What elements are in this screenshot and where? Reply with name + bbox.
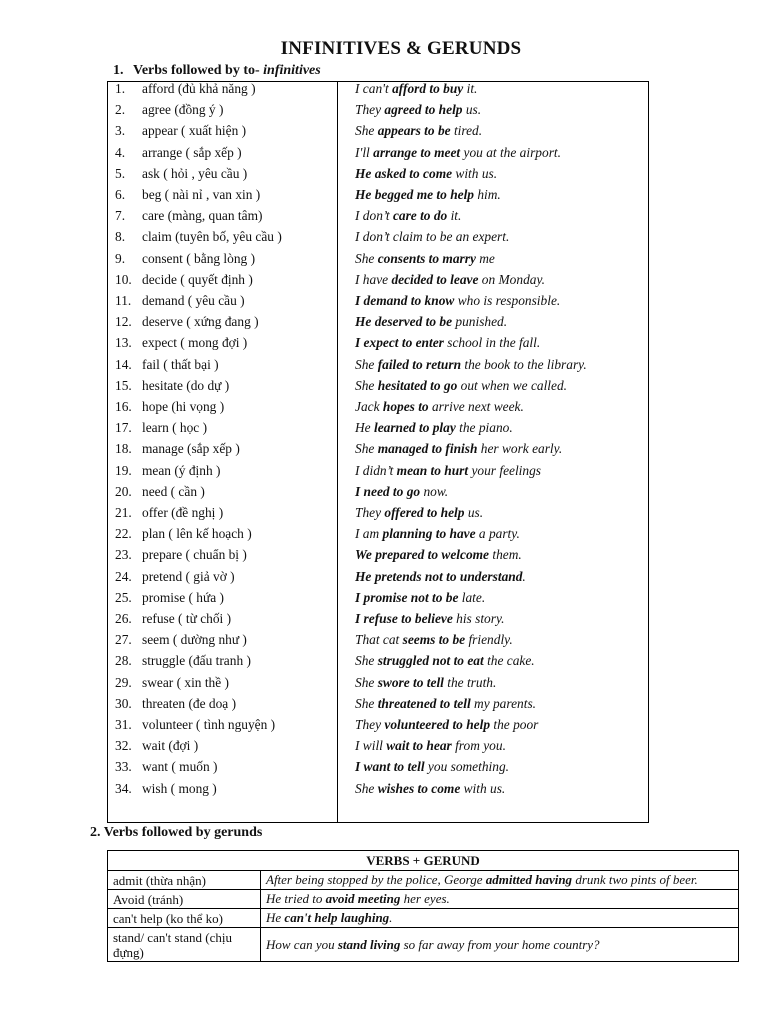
example-emphasis: failed to return	[377, 356, 462, 372]
example-emphasis: seems to be	[402, 632, 466, 648]
example-text: the cake.	[483, 653, 535, 669]
verb-example	[355, 462, 541, 480]
verb-word: want ( muốn )	[142, 759, 218, 775]
verb-example	[355, 398, 524, 416]
verb-example	[355, 165, 497, 183]
verb-example	[355, 419, 513, 437]
verb-example	[355, 631, 513, 649]
example-text: us.	[462, 102, 482, 118]
verb-word: learn ( học )	[142, 420, 208, 436]
example-text: with us.	[452, 165, 498, 181]
verb-example	[355, 271, 545, 289]
verb-word: struggle (đấu tranh )	[142, 653, 251, 669]
verb-number: 27.	[115, 632, 132, 648]
verb-word: refuse ( từ chối )	[142, 611, 232, 626]
verb-example	[355, 780, 505, 798]
example-text: you at the airport.	[460, 144, 561, 160]
example-text: She	[355, 674, 378, 690]
gerund-example	[261, 928, 739, 962]
verb-example	[355, 546, 522, 564]
verb-example	[355, 356, 587, 374]
verb-row	[0, 589, 768, 610]
example-text: it.	[463, 81, 478, 96]
verb-word: demand ( yêu cầu )	[142, 293, 245, 308]
verb-word: seem ( dường như )	[142, 632, 247, 648]
verb-example	[355, 525, 520, 543]
verb-word: deserve ( xứng đang )	[142, 314, 259, 330]
verb-number: 3.	[115, 123, 126, 139]
verb-example	[355, 483, 448, 501]
example-text: I will	[355, 738, 387, 754]
example-text: school in the fall.	[443, 335, 541, 351]
example-emphasis: I want to tell	[355, 759, 425, 775]
verb-word: fail ( thất bại )	[142, 356, 219, 372]
example-text: I can't	[355, 81, 393, 96]
gerund-table-header: VERBS + GERUND	[108, 851, 739, 871]
verb-example	[355, 652, 535, 670]
verb-number: 26.	[115, 611, 132, 626]
verb-row	[0, 165, 768, 186]
verb-number: 22.	[115, 526, 132, 542]
example-text: He tried to	[266, 891, 326, 906]
example-text: the poor	[490, 717, 539, 732]
example-text: friendly.	[465, 632, 513, 648]
verb-number: 23.	[115, 547, 132, 563]
gerund-row	[108, 890, 739, 909]
example-emphasis: We prepared to welcome	[355, 547, 489, 563]
example-text: Jack	[355, 399, 383, 414]
example-emphasis: managed to finish	[377, 441, 478, 457]
verb-number: 25.	[115, 589, 132, 605]
verb-example	[355, 674, 496, 692]
example-emphasis: I refuse to believe	[355, 611, 453, 626]
verb-row	[0, 186, 768, 207]
verb-row	[0, 652, 768, 673]
example-text: I have	[355, 271, 392, 287]
example-emphasis: He pretends not to understand	[355, 568, 523, 584]
example-text: us.	[464, 505, 484, 520]
verb-word: ask ( hỏi , yêu cầu )	[142, 165, 248, 181]
verb-number: 34.	[115, 780, 132, 796]
verb-row	[0, 292, 768, 313]
verb-number: 21.	[115, 505, 132, 520]
verb-row	[0, 144, 768, 165]
verb-number: 6.	[115, 187, 126, 202]
gerund-table-body	[108, 871, 739, 962]
example-text: out when we called.	[457, 377, 568, 393]
example-text: I'll	[355, 144, 374, 160]
gerund-verb: admit (thừa nhận)	[108, 871, 261, 890]
verb-number: 7.	[115, 208, 126, 224]
example-emphasis: I demand to know	[355, 293, 455, 308]
verb-number: 16.	[115, 399, 132, 414]
example-text: He	[355, 420, 374, 436]
example-emphasis: hesitated to go	[377, 377, 458, 393]
verb-row	[0, 334, 768, 355]
verb-example	[355, 250, 495, 268]
verb-example	[355, 313, 507, 331]
example-emphasis: can't help laughing	[284, 910, 390, 925]
verb-word: hope (hi vọng )	[142, 399, 225, 414]
example-emphasis: I promise not to be	[355, 589, 459, 605]
page-title: INFINITIVES & GERUNDS	[280, 38, 522, 59]
gerund-verb: stand/ can't stand (chịu đựng)	[108, 928, 261, 962]
verb-row	[0, 440, 768, 461]
example-text: .	[522, 568, 526, 584]
example-emphasis: consents to marry	[377, 250, 476, 266]
verb-word: mean (ý định )	[142, 462, 221, 478]
example-text: I didn’t	[355, 462, 397, 478]
example-text: you something.	[424, 759, 510, 775]
verb-word: beg ( nài nỉ , van xin )	[142, 187, 261, 202]
verb-row	[0, 674, 768, 695]
example-text: from you.	[451, 738, 506, 754]
verb-number: 19.	[115, 462, 132, 478]
example-text: She	[355, 441, 378, 457]
example-text: so far away from your home country?	[400, 936, 600, 952]
example-emphasis: He begged me to help	[355, 187, 474, 202]
verb-example	[355, 122, 482, 140]
example-emphasis: wait to hear	[386, 738, 452, 754]
gerund-table	[107, 850, 739, 962]
example-text: .	[389, 910, 393, 925]
example-text: late.	[458, 589, 486, 605]
verb-word: appear ( xuất hiện )	[142, 123, 247, 139]
verb-number: 31.	[115, 717, 132, 732]
verb-number: 20.	[115, 483, 132, 499]
verb-row	[0, 695, 768, 716]
gerund-example	[261, 890, 739, 909]
example-emphasis: He deserved to be	[355, 314, 453, 330]
verb-row	[0, 271, 768, 292]
example-text: his story.	[452, 611, 505, 626]
example-text: After being stopped by the police, George	[266, 872, 486, 887]
example-text: She	[355, 780, 378, 796]
verb-row	[0, 398, 768, 419]
verb-number: 11.	[115, 293, 132, 308]
verb-number: 30.	[115, 695, 132, 711]
example-emphasis: He asked to come	[355, 165, 453, 181]
verb-row	[0, 780, 768, 801]
verb-number: 15.	[115, 377, 132, 393]
verb-word: volunteer ( tình nguyện )	[142, 717, 276, 732]
example-text: him.	[474, 187, 501, 202]
verb-word: consent ( bằng lòng )	[142, 250, 256, 266]
verb-row	[0, 546, 768, 567]
verb-row	[0, 228, 768, 249]
example-text: She	[355, 653, 378, 669]
verb-number: 1.	[115, 81, 126, 96]
example-emphasis: stand living	[337, 936, 401, 952]
verb-number: 28.	[115, 653, 132, 669]
example-emphasis: volunteered to help	[384, 717, 491, 732]
verb-row	[0, 716, 768, 737]
verb-number: 13.	[115, 335, 132, 351]
example-text: She	[355, 356, 378, 372]
verb-number: 18.	[115, 441, 132, 457]
verb-example	[355, 101, 481, 119]
verb-row	[0, 631, 768, 652]
verb-example	[355, 377, 567, 395]
verb-example	[355, 186, 501, 204]
verb-word: plan ( lên kế hoạch )	[142, 526, 252, 542]
example-text: She	[355, 695, 378, 711]
verb-number: 2.	[115, 102, 126, 118]
verb-example	[355, 737, 506, 755]
verb-example	[355, 228, 509, 246]
verb-row	[0, 483, 768, 504]
example-text: on Monday.	[478, 271, 546, 287]
section-2-heading: 2. Verbs followed by gerunds	[90, 825, 263, 840]
example-emphasis: I need to go	[355, 483, 421, 499]
example-emphasis: offered to help	[384, 505, 465, 520]
verb-word: agree (đồng ý )	[142, 102, 224, 118]
example-text: punished.	[452, 314, 508, 330]
verb-example	[355, 440, 562, 458]
example-text: That cat	[355, 632, 403, 648]
example-emphasis: afford to buy	[392, 81, 464, 96]
verb-number: 33.	[115, 759, 132, 775]
section-1-heading-text: Verbs followed by to-	[133, 63, 264, 78]
example-text: with us.	[460, 780, 506, 796]
section-1-number: 1.	[113, 63, 124, 78]
verb-row	[0, 462, 768, 483]
verb-row	[0, 504, 768, 525]
gerund-example	[261, 909, 739, 928]
verb-row	[0, 568, 768, 589]
example-text: my parents.	[470, 695, 537, 711]
verb-word: arrange ( sắp xếp )	[142, 144, 242, 160]
example-emphasis: care to do	[392, 208, 448, 224]
verb-word: offer (đề nghị )	[142, 505, 224, 520]
verb-number: 24.	[115, 568, 132, 584]
example-text: her work early.	[477, 441, 563, 457]
example-emphasis: struggled not to eat	[377, 653, 484, 669]
example-emphasis: planning to have	[382, 526, 476, 542]
example-text: How can you	[266, 936, 338, 952]
verb-row	[0, 737, 768, 758]
verb-number: 8.	[115, 229, 126, 245]
verb-example	[355, 144, 561, 162]
example-text: She	[355, 377, 378, 393]
example-emphasis: swore to tell	[377, 674, 444, 690]
example-text: I don’t	[355, 208, 393, 224]
example-text: They	[355, 505, 385, 520]
verb-row	[0, 610, 768, 631]
verb-word: expect ( mong đợi )	[142, 335, 248, 351]
verb-row	[0, 80, 768, 101]
gerund-verb: can't help (ko thể ko)	[108, 909, 261, 928]
verb-row	[0, 122, 768, 143]
verb-number: 12.	[115, 314, 132, 330]
verb-row	[0, 207, 768, 228]
example-text: the piano.	[455, 420, 513, 436]
example-text: I don’t claim to be an expert.	[355, 229, 510, 245]
verb-number: 17.	[115, 420, 132, 436]
verb-row	[0, 250, 768, 271]
example-emphasis: threatened to tell	[377, 695, 471, 711]
example-text: drunk two pints of beer.	[572, 872, 698, 887]
verb-example	[355, 716, 538, 734]
example-emphasis: decided to leave	[391, 271, 479, 287]
verb-example	[355, 292, 560, 310]
example-text: your feelings	[468, 462, 541, 478]
example-text: them.	[489, 547, 522, 563]
example-text: They	[355, 717, 385, 732]
verb-example	[355, 695, 536, 713]
gerund-row	[108, 871, 739, 890]
example-text: it.	[447, 208, 462, 224]
verb-number: 29.	[115, 674, 132, 690]
verb-word: prepare ( chuẩn bị )	[142, 547, 247, 563]
verb-row	[0, 377, 768, 398]
example-emphasis: admitted having	[485, 872, 573, 887]
example-emphasis: appears to be	[377, 123, 451, 139]
example-text: arrive next week.	[428, 399, 524, 414]
example-text: She	[355, 123, 378, 139]
verb-row	[0, 419, 768, 440]
gerund-row	[108, 928, 739, 962]
example-text: me	[475, 250, 495, 266]
verb-example	[355, 80, 477, 98]
example-emphasis: agreed to help	[384, 102, 463, 118]
gerund-row	[108, 909, 739, 928]
verb-number: 14.	[115, 356, 132, 372]
verb-number: 32.	[115, 738, 132, 754]
verb-row	[0, 101, 768, 122]
verb-number: 4.	[115, 144, 126, 160]
verb-row	[0, 356, 768, 377]
verb-number: 10.	[115, 271, 132, 287]
verb-number: 5.	[115, 165, 126, 181]
verb-word: threaten (đe doạ )	[142, 695, 237, 711]
example-text: I am	[355, 526, 383, 542]
example-text: now.	[420, 483, 449, 499]
verb-word: wait (đợi )	[142, 738, 199, 754]
example-text: her eyes.	[400, 891, 450, 906]
example-text: a party.	[475, 526, 520, 542]
gerund-example	[261, 871, 739, 890]
verb-word: wish ( mong )	[142, 780, 217, 796]
example-text: the book to the library.	[461, 356, 587, 372]
verb-word: hesitate (do dự )	[142, 377, 230, 393]
example-text: She	[355, 250, 378, 266]
gerund-table-header-row	[108, 851, 739, 871]
verb-example	[355, 610, 505, 628]
example-text: tired.	[450, 123, 483, 139]
verb-word: afford (đủ khả năng )	[142, 81, 256, 96]
example-text: the truth.	[443, 674, 497, 690]
verb-example	[355, 568, 526, 586]
verb-row	[0, 313, 768, 334]
verb-example	[355, 504, 483, 522]
gerund-verb: Avoid (tránh)	[108, 890, 261, 909]
example-emphasis: wishes to come	[377, 780, 461, 796]
example-text: They	[355, 102, 385, 118]
example-emphasis: avoid meeting	[325, 891, 401, 906]
verb-word: manage (sắp xếp )	[142, 441, 240, 457]
verb-example	[355, 758, 509, 776]
verb-word: need ( cần )	[142, 483, 205, 499]
example-emphasis: mean to hurt	[396, 462, 469, 478]
verb-row	[0, 758, 768, 779]
verb-example	[355, 334, 540, 352]
example-emphasis: arrange to meet	[373, 144, 461, 160]
verb-word: pretend ( giả vờ )	[142, 568, 235, 584]
verb-example	[355, 589, 485, 607]
example-text: who is responsible.	[454, 293, 561, 308]
verb-number: 9.	[115, 250, 126, 266]
example-emphasis: learned to play	[373, 420, 456, 436]
verb-word: promise ( hứa )	[142, 589, 224, 605]
section-1-heading	[113, 63, 321, 79]
verb-word: care (màng, quan tâm)	[142, 208, 263, 224]
verb-word: swear ( xin thề )	[142, 674, 230, 690]
example-emphasis: I expect to enter	[355, 335, 444, 351]
verb-word: decide ( quyết định )	[142, 271, 253, 287]
verb-word: claim (tuyên bố, yêu cầu )	[142, 229, 282, 245]
verb-example	[355, 207, 461, 225]
section-1-heading-italic: infinitives	[263, 63, 321, 78]
example-emphasis: hopes to	[382, 399, 429, 414]
verb-row	[0, 525, 768, 546]
example-text: He	[266, 910, 285, 925]
